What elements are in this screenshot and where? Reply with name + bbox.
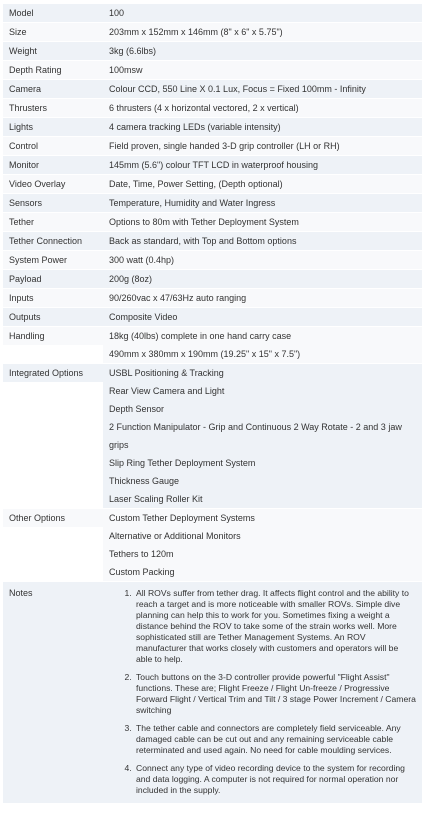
spec-row xyxy=(3,174,422,193)
option-item: Thickness Gauge xyxy=(109,476,180,486)
spec-row xyxy=(3,136,422,155)
spec-label: System Power xyxy=(3,251,103,269)
spec-label: Model xyxy=(3,4,103,22)
note-item: 4. Connect any type of video recording device to the system for recording and data logging. A computer is not required for normal operation nor included in the supply. xyxy=(134,763,416,796)
option-item: Custom Packing xyxy=(109,567,175,577)
note-item: 1. All ROVs suffer from tether drag. It affects flight control and the ability to reach a target and is more noticeable with smaller ROVs. Simple dive planning can help this to work for you. Sometimes fixing a weight a distance behind the ROV to take some of the strain works well. More sophisticated still are Tether Management Systems. An ROV manufacturer that works closely with customers and operators will be able to help. xyxy=(134,588,416,665)
note-item: 3. The tether cable and connectors are completely field serviceable. Any damaged cable can be cut out and any remaining serviceable cable reterminated and used again. No need for cable moulding services. xyxy=(134,723,416,756)
option-item: Rear View Camera and Light xyxy=(109,386,225,396)
spec-row xyxy=(3,288,422,307)
spec-row xyxy=(3,98,422,117)
spec-value: 18kg (40lbs) complete in one hand carry case xyxy=(109,331,292,341)
spec-row-handling xyxy=(3,326,422,363)
spec-row xyxy=(3,212,422,231)
option-item: Depth Sensor xyxy=(109,404,165,414)
option-item: 2 Function Manipulator - Grip and Continuous 2 Way Rotate - 2 and 3 jaw grips xyxy=(109,422,402,450)
spec-label: Depth Rating xyxy=(3,61,103,79)
spec-label: Weight xyxy=(3,42,103,60)
spec-label: Camera xyxy=(3,80,103,98)
spec-value: Back as standard, with Top and Bottom options xyxy=(103,232,422,250)
option-item: Custom Tether Deployment Systems xyxy=(109,513,255,523)
spec-label: Lights xyxy=(3,118,103,136)
spec-label: Sensors xyxy=(3,194,103,212)
notes-list xyxy=(109,588,422,796)
spec-value: 4 camera tracking LEDs (variable intensity) xyxy=(103,118,422,136)
spec-label: Integrated Options xyxy=(3,364,103,382)
spec-value: 90/260vac x 47/63Hz auto ranging xyxy=(103,289,422,307)
spec-row-notes xyxy=(3,581,422,803)
option-item: Tethers to 120m xyxy=(109,549,174,559)
spec-value: 100msw xyxy=(103,61,422,79)
spec-value: Date, Time, Power Setting, (Depth optional) xyxy=(103,175,422,193)
spec-row xyxy=(3,60,422,79)
spec-row xyxy=(3,22,422,41)
spec-label: Size xyxy=(3,23,103,41)
spec-value: 300 watt (0.4hp) xyxy=(103,251,422,269)
option-item: Laser Scaling Roller Kit xyxy=(109,494,203,504)
spec-label: Outputs xyxy=(3,308,103,326)
spec-row xyxy=(3,193,422,212)
spec-label: Video Overlay xyxy=(3,175,103,193)
option-item: USBL Positioning & Tracking xyxy=(109,368,224,378)
spec-row xyxy=(3,117,422,136)
spec-value: 100 xyxy=(103,4,422,22)
spec-row xyxy=(3,250,422,269)
spec-value: Field proven, single handed 3-D grip controller (LH or RH) xyxy=(103,137,422,155)
spec-row xyxy=(3,79,422,98)
spec-value: 6 thrusters (4 x horizontal vectored, 2 x vertical) xyxy=(103,99,422,117)
spec-label: Tether xyxy=(3,213,103,231)
spec-value: Colour CCD, 550 Line X 0.1 Lux, Focus = Fixed 100mm - Infinity xyxy=(103,80,422,98)
spec-value: 200g (8oz) xyxy=(103,270,422,288)
spec-value: 203mm x 152mm x 146mm (8" x 6" x 5.75") xyxy=(103,23,422,41)
spec-row xyxy=(3,41,422,60)
spec-table xyxy=(3,3,422,803)
spec-row xyxy=(3,231,422,250)
spec-value: 490mm x 380mm x 190mm (19.25" x 15" x 7.5") xyxy=(109,349,301,359)
spec-value: Temperature, Humidity and Water Ingress xyxy=(103,194,422,212)
option-item: Slip Ring Tether Deployment System xyxy=(109,458,256,468)
spec-row-other-options xyxy=(3,508,422,581)
spec-row xyxy=(3,155,422,174)
spec-value: 3kg (6.6lbs) xyxy=(103,42,422,60)
spec-label: Other Options xyxy=(3,509,103,527)
spec-value: Options to 80m with Tether Deployment System xyxy=(103,213,422,231)
spec-label: Control xyxy=(3,137,103,155)
spec-label: Handling xyxy=(3,327,103,345)
spec-row xyxy=(3,3,422,22)
spec-label: Inputs xyxy=(3,289,103,307)
spec-row-integrated-options xyxy=(3,363,422,508)
note-item: 2. Touch buttons on the 3-D controller provide powerful "Flight Assist" functions. These are; Flight Freeze / Flight Un-freeze / Progressive Forward Flight / Vertical Trim and Tilt / 3 stage Power Increment / Camera switching xyxy=(134,672,416,716)
spec-value: Composite Video xyxy=(103,308,422,326)
spec-label: Thrusters xyxy=(3,99,103,117)
spec-row xyxy=(3,307,422,326)
option-item: Alternative or Additional Monitors xyxy=(109,531,241,541)
spec-value: 145mm (5.6") colour TFT LCD in waterproof housing xyxy=(103,156,422,174)
spec-label: Notes xyxy=(3,582,103,803)
spec-row xyxy=(3,269,422,288)
spec-label: Tether Connection xyxy=(3,232,103,250)
spec-label: Payload xyxy=(3,270,103,288)
spec-label: Monitor xyxy=(3,156,103,174)
